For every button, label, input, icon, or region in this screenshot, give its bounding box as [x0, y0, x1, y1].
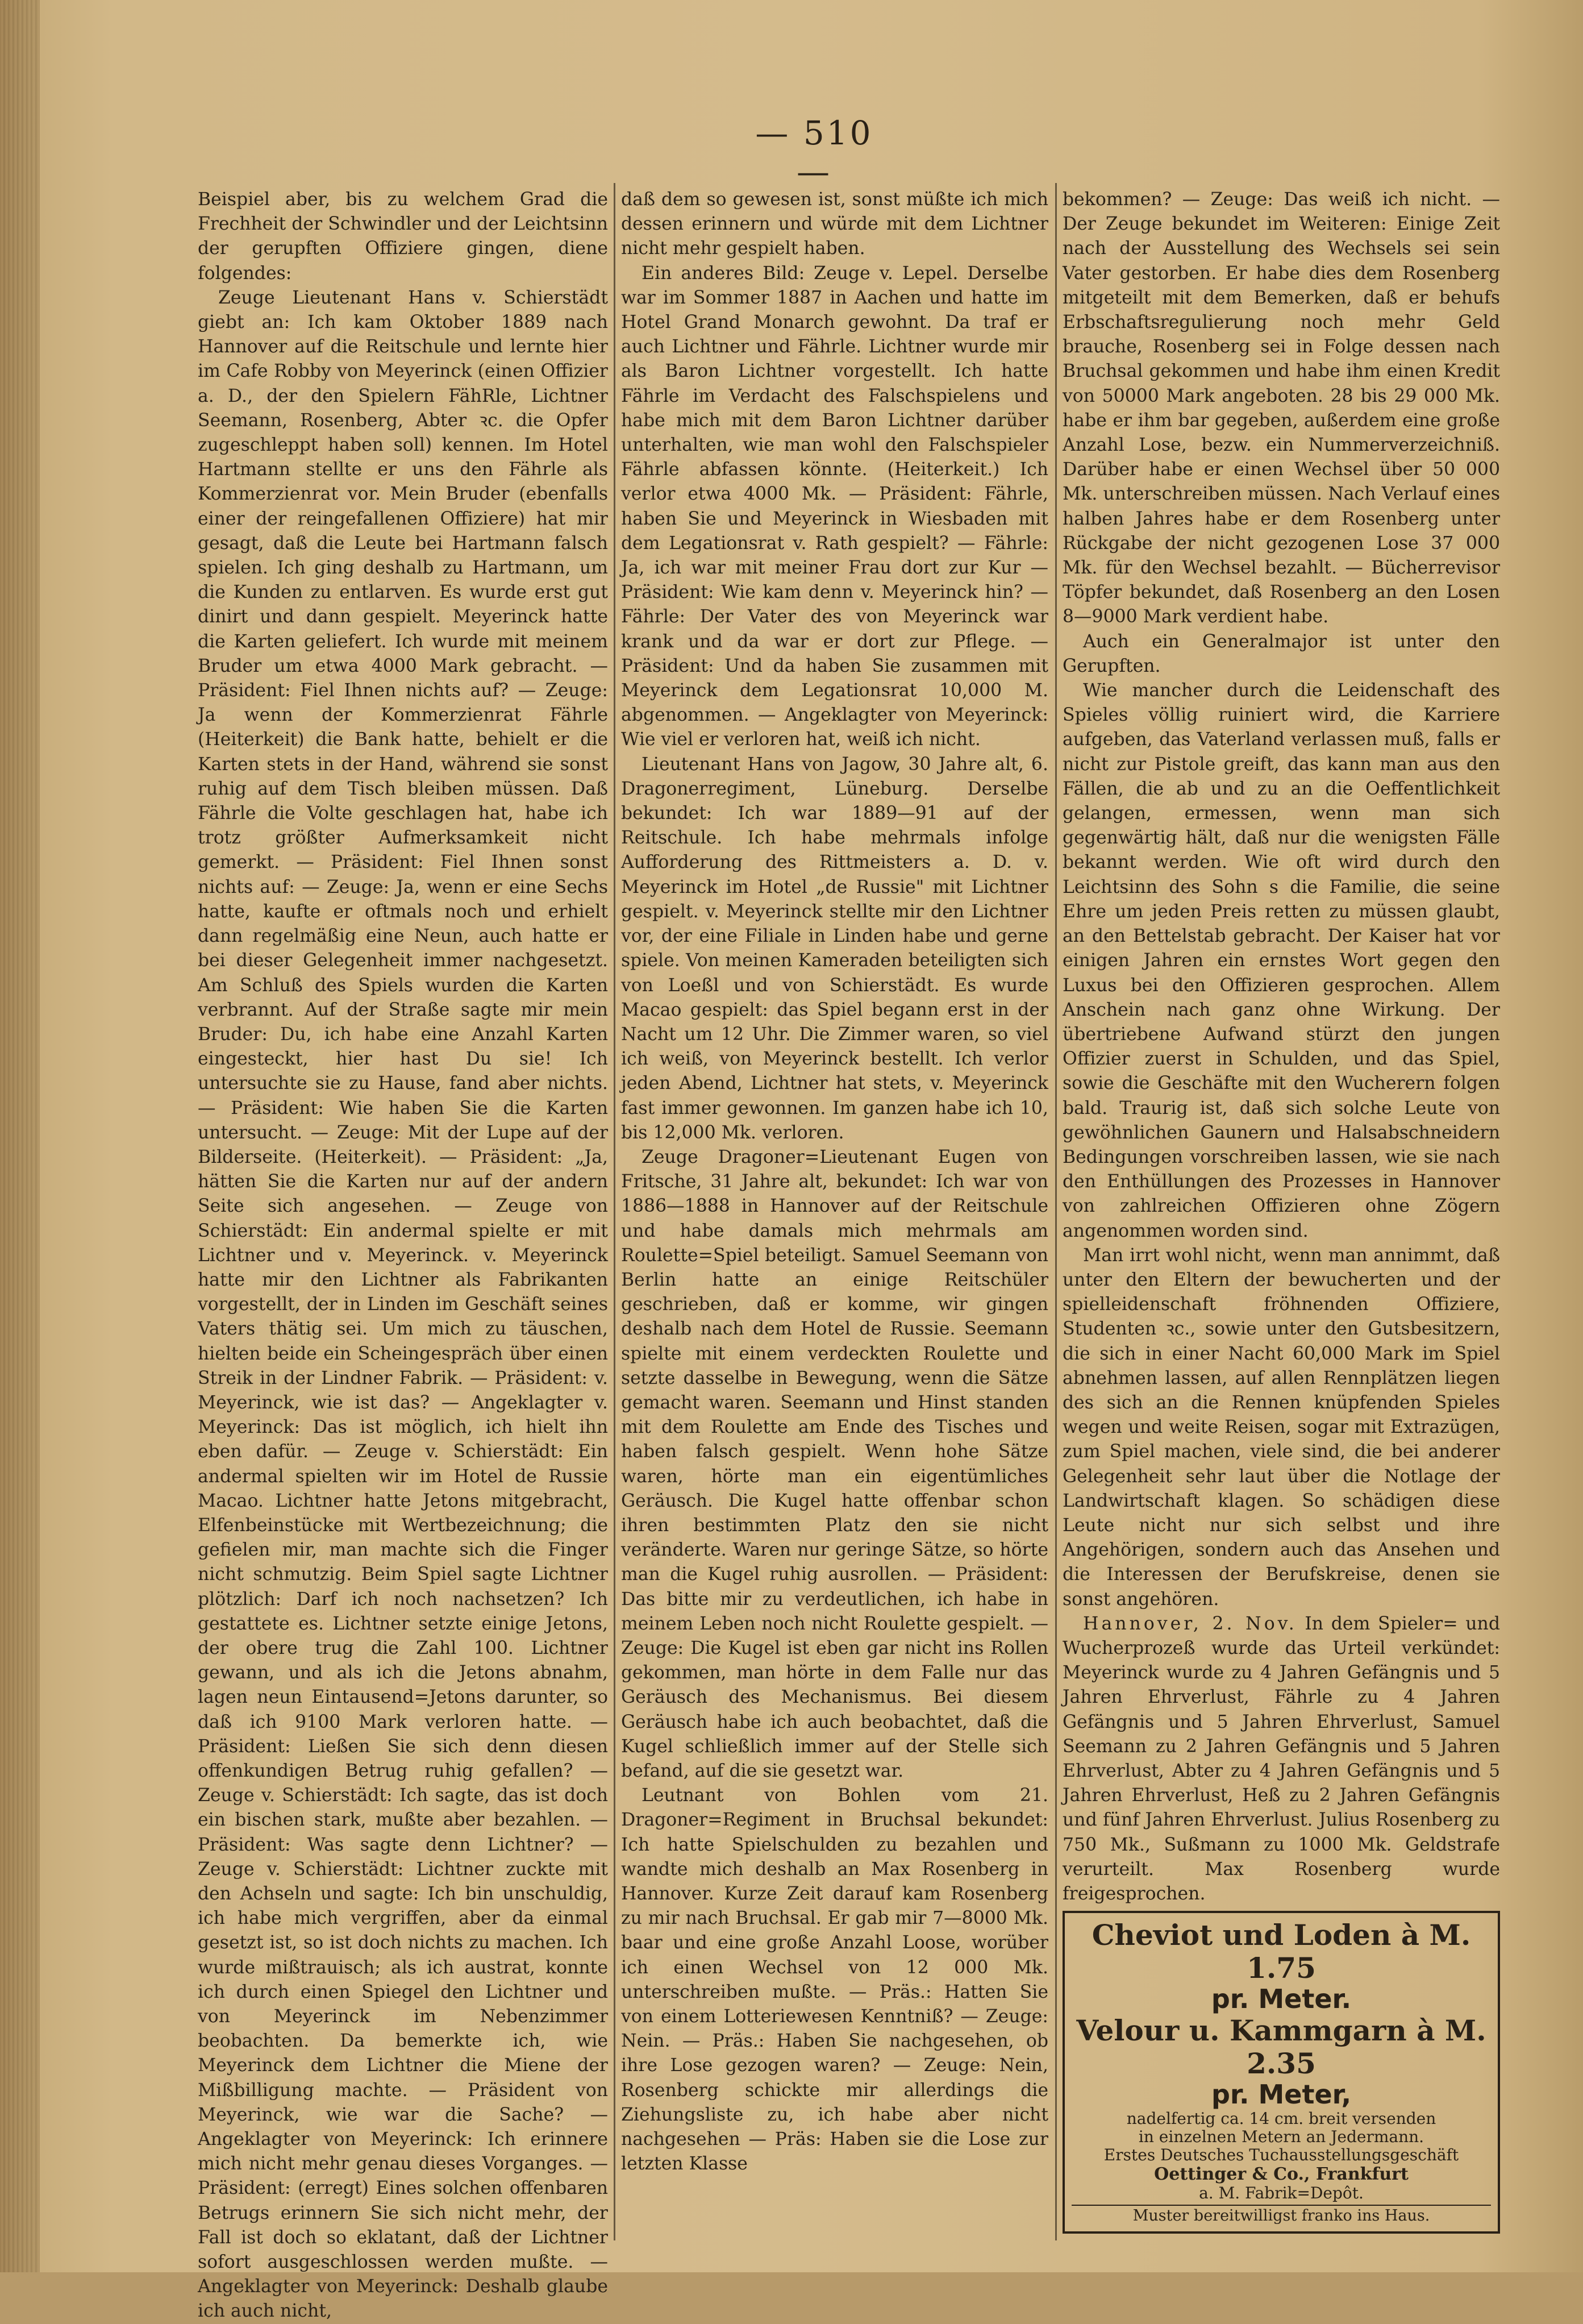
page-number: — 510 —: [755, 114, 873, 191]
paragraph: Beispiel aber, bis zu welchem Grad die Frechheit der Schwindler und der Leichtsinn der gerupften Offiziere gingen, diene folgendes:: [198, 189, 608, 284]
ad-line: nadelfertig ca. 14 cm. breit versenden: [1126, 2109, 1436, 2128]
article-column-1: [198, 188, 608, 2322]
paragraph: Zeuge Dragoner=Lieutenant Eugen von Fritsche, 31 Jahre alt, bekundet: Ich war von 1886—1888 in Hannover auf der Reitschule und habe damals mich mehrmals am Roulette=Spiel beteiligt. Samuel Seemann von Berlin hatte an einige Reitschüler geschrieben, daß er komme, wir gingen deshalb nach dem Hotel de Russie. Seemann spielte mit einem verdeckten Roulette und setzte dasselbe in Bewegung, wenn die Sätze gemacht waren. Seemann und Hinst standen mit dem Roulette am Ende des Tisches und haben falsch gespielt. Wenn hohe Sätze waren, hörte man ein eigentümliches Geräusch. Die Kugel hatte offenbar schon ihren bestimmten Platz den sie nicht veränderte. Waren nur geringe Sätze, so hörte man die Kugel ruhig ausrollen. — Präsident: Das bitte mir zu verdeutlichen, ich habe in meinem Leben noch nicht Roulette gespielt. — Zeuge: Die Kugel ist eben gar nicht ins Rollen gekommen, man hörte in dem Falle nur das Geräusch des Mechanismus. Bei diesem Geräusch habe ich auch beobachtet, daß die Kugel schließlich immer auf der Stelle sich befand, auf die sie gesetzt war.: [621, 1146, 1048, 1781]
news-item: [1063, 1612, 1500, 1906]
ad-line: Erstes Deutsches Tuchausstellungsgeschäft: [1103, 2146, 1459, 2165]
paragraph: Lieutenant Hans von Jagow, 30 Jahre alt, 6. Dragonerregiment, Lüneburg. Derselbe bekundet: Ich war 1889—91 auf der Reitschule. Ich habe mehrmals infolge Aufforderung des Rittmeisters a. D. v. Meyerinck im Hotel „de Russie" mit Lichtner gespielt. v. Meyerinck stellte mir den Lichtner vor, der eine Filiale in Linden habe und gerne spiele. Von meinen Kameraden beteiligten sich von Loeßl und von Schierstädt. Es wurde Macao gespielt: das Spiel begann erst in der Nacht um 12 Uhr. Die Zimmer waren, so viel ich weiß, von Meyerinck bestellt. Ich verlor jeden Abend, Lichtner hat stets, v. Meyerinck fast immer gewonnen. Im ganzen habe ich 10, bis 12,000 Mk. verloren.: [621, 754, 1048, 1143]
paragraph: Wie mancher durch die Leidenschaft des Spieles völlig ruiniert wird, die Karriere aufgeben, das Vaterland verlassen muß, falls er nicht zur Pistole greift, das kann man aus den Fällen, die ab und zu an die Oeffentlichkeit gelangen, ermessen, wenn man sich gegenwärtig hält, daß nur die wenigsten Fälle bekannt werden. Wie oft wird durch den Leichtsinn des Sohn s die Familie, die seine Ehre um jeden Preis retten zu müssen glaubt, an den Bettelstab gebracht. Der Kaiser hat vor einigen Jahren ein ernstes Wort gegen den Luxus bei den Offizieren gesprochen. Allem Anschein nach ganz ohne Wirkung. Der übertriebene Aufwand stürzt den jungen Offizier zuerst in Schulden, und das Spiel, sowie die Geschäfte mit den Wucherern folgen bald. Traurig ist, daß sich solche Leute von gewöhnlichen Gaunern und Halsabschneidern Bedingungen vorschreiben lassen, wie sie nach den Enthüllungen des Prozesses in Hannover von zahlreichen Offizieren ohne Zögern angenommen worden sind.: [1063, 680, 1500, 1241]
ad-line: Velour u. Kammgarn à M. 2.35: [1076, 2014, 1486, 2080]
column-divider: [614, 183, 615, 2240]
ad-firm-name: Oettinger & Co., Frankfurt: [1154, 2164, 1409, 2184]
news-text: In dem Spieler= und Wucherprozeß wurde das Urteil verkündet: Meyerinck wurde zu 4 Jahren Gefängnis und 5 Jahren Ehrverlust, Fährle zu 4 Jahren Gefängnis und 5 Jahren Ehrverlust, Samuel Seemann zu 2 Jahren Gefängnis und 5 Jahren Ehrverlust, Abter zu 4 Jahren Gefängnis und 5 Jahren Ehrverlust, Heß zu 2 Jahren Gefängnis und fünf Jahren Ehrverlust. Julius Rosenberg zu 750 Mk., Sußmann zu 1000 Mk. Geldstrafe verurteilt. Max Rosenberg wurde freigesprochen.: [1063, 1613, 1500, 1905]
ad-line: pr. Meter.: [1211, 1984, 1352, 2015]
column-divider: [1055, 183, 1057, 2240]
article-column-2: [621, 188, 1048, 2245]
paragraph: Man irrt wohl nicht, wenn man annimmt, daß unter den Eltern der bewucherten und der spielleidenschaft fröhnenden Offiziere, Studenten ꝛc., sowie unter den Gutsbesitzern, die sich in einer Nacht 60,000 Mark im Spiel abnehmen lassen, auf allen Rennplätzen liegen des sich an die Rennen knüpfenden Spieles wegen und weite Reisen, sogar mit Extrazügen, zum Spiel machen, viele sind, die bei anderer Gelegenheit sehr laut über die Notlage der Landwirtschaft klagen. So schädigen diese Leute nicht nur sich selbst und ihre Angehörigen, sondern auch das Ansehen und die Interessen der Berufskreise, denen sie sonst angehören.: [1063, 1245, 1500, 1610]
paragraph: daß dem so gewesen ist, sonst müßte ich mich dessen erinnern und würde mit dem Lichtner nicht mehr gespielt haben.: [621, 189, 1048, 259]
ad-line: in einzelnen Metern an Jedermann.: [1138, 2127, 1424, 2147]
article-column-3: [1063, 188, 1500, 2245]
paragraph: bekommen? — Zeuge: Das weiß ich nicht. — Der Zeuge bekundet im Weiteren: Einige Zeit nach der Ausstellung des Wechsels sei sein Vater gestorben. Er habe dies dem Rosenberg mitgeteilt mit dem Bemerken, daß er behufs Erbschaftsregulierung noch mehr Geld brauche, Rosenberg sei in Folge dessen nach Bruchsal gekommen und habe ihm einen Kredit von 50000 Mark angeboten. 28 bis 29 000 Mk. habe er ihm bar gegeben, außerdem eine große Anzahl Lose, bezw. ein Nummerverzeichniß. Darüber habe er einen Wechsel über 50 000 Mk. unterschreiben müssen. Nach Verlauf eines halben Jahres habe er dem Rosenberg unter Rückgabe der nicht gezogenen Lose 37 000 Mk. für den Wechsel bezahlt. — Bücherrevisor Töpfer bekundet, daß Rosenberg an den Losen 8—9000 Mark verdient habe.: [1063, 189, 1500, 627]
paragraph: Ein anderes Bild: Zeuge v. Lepel. Derselbe war im Sommer 1887 in Aachen und hatte im Hotel Grand Monarch gewohnt. Da traf er auch Lichtner und Fährle. Lichtner wurde mir als Baron Lichtner vorgestellt. Ich hatte Fährle im Verdacht des Falschspielens und habe mich mit dem Baron Lichtner darüber unterhalten, wie man wohl den Falschspieler Fährle abfassen könnte. (Heiterkeit.) Ich verlor etwa 4000 Mk. — Präsident: Fährle, haben Sie und Meyerinck in Wiesbaden mit dem Legationsrat v. Rath gespielt? — Fährle: Ja, ich war mit meiner Frau dort zur Kur — Präsident: Wie kam denn v. Meyerinck hin? — Fährle: Der Vater des von Meyerinck war krank und da war er dort zur Pflege. — Präsident: Und da haben Sie zusammen mit Meyerinck dem Legationsrat 10,000 M. abgenommen. — Angeklagter von Meyerinck: Wie viel er verloren hat, weiß ich nicht.: [621, 263, 1048, 750]
ad-line: a. M. Fabrik=Depôt.: [1199, 2184, 1364, 2203]
paragraph: Zeuge Lieutenant Hans v. Schierstädt giebt an: Ich kam Oktober 1889 nach Hannover auf die Reitschule und lernte hier im Cafe Robby von Meyerinck (einen Offizier a. D., der den Spielern FähRle, Lichtner Seemann, Rosenberg, Abter ꝛc. die Opfer zugeschleppt haben soll) kennen. Im Hotel Hartmann stellte er uns den Fährle als Kommerzienrat vor. Mein Bruder (ebenfalls einer der reingefallenen Offiziere) hat mir gesagt, daß die Leute bei Hartmann falsch spielen. Ich ging deshalb zu Hartmann, um die Kunden zu entlarven. Es wurde erst gut dinirt und dann gespielt. Meyerinck hatte die Karten geliefert. Ich wurde mit meinem Bruder um etwa 4000 Mark gebracht. — Präsident: Fiel Ihnen nichts auf? — Zeuge: Ja wenn der Kommerzienrat Fährle (Heiterkeit) die Bank hatte, behielt er die Karten stets in der Hand, während sie sonst ruhig auf dem Tisch bleiben müssen. Daß Fährle die Volte geschlagen hat, habe ich trotz größter Aufmerksamkeit nicht gemerkt. — Präsident: Fiel Ihnen sonst nichts auf: — Zeuge: Ja, wenn er eine Sechs hatte, kaufte er oftmals noch und erhielt dann regelmäßig eine Neun, auch hatte er bei dieser Gelegenheit immer nachgesetzt. Am Schluß des Spiels wurden die Karten verbrannt. Auf der Straße sagte mir mein Bruder: Du, ich habe eine Anzahl Karten eingesteckt, hier hast Du sie! Ich untersuchte sie zu Hause, fand aber nichts. — Präsident: Wie haben Sie die Karten untersucht. — Zeuge: Mit der Lupe auf der Bilderseite. (Heiterkeit). — Präsident: „Ja, hätten Sie die Karten nur auf der andern Seite sich angesehen. — Zeuge von Schierstädt: Ein andermal spielte er mit Lichtner und v. Meyerinck. v. Meyerinck hatte mir den Lichtner als Fabrikanten vorgestellt, der in Linden im Geschäft seines Vaters thätig sei. Um mich zu täuschen, hielten beide ein Scheingespräch über einen Streik in der Lindner Fabrik. — Präsident: v. Meyerinck, wie ist das? — Angeklagter v. Meyerinck: Das ist möglich, ich hielt ihn eben dafür. — Zeuge v. Schierstädt: Ein andermal spielten wir im Hotel de Russie Macao. Lichtner hatte Jetons mitgebracht, Elfenbeinstücke mit Wertbezeichnung; die gefielen mir, man machte sich die Finger nicht schmutzig. Beim Spiel sagte Lichtner plötzlich: Darf ich noch nachsetzen? Ich gestattete es. Lichtner setzte einige Jetons, der obere trug die Zahl 100. Lichtner gewann, und als ich die Jetons abnahm, lagen neun Eintausend=Jetons darunter, so daß ich 9100 Mark verloren hatte. — Präsident: Ließen Sie sich denn diesen offenkundigen Betrug ruhig gefallen? — Zeuge v. Schierstädt: Ich sagte, das ist doch ein bischen stark, mußte aber bezahlen. — Präsident: Was sagte denn Lichtner? — Zeuge v. Schierstädt: Lichtner zuckte mit den Achseln und sagte: Ich bin unschuldig, ich habe mich vergriffen, aber da einmal gesetzt ist, so ist doch nichts zu machen. Ich wurde mißtrauisch; als ich austrat, konnte ich durch einen Spiegel den Lichtner und von Meyerinck im Nebenzimmer beobachten. Da bemerkte ich, wie Meyerinck dem Lichtner die Miene der Mißbilligung machte. — Präsident von Meyerinck, wie war die Sache? — Angeklagter von Meyerinck: Ich erinnere mich nicht mehr genau dieses Vorganges. — Präsident: (erregt) Eines solchen offenbaren Betrugs erinnern Sie sich nicht mehr, der Fall ist doch so eklatant, daß der Lichtner sofort ausgeschlossen werden mußte. — Angeklagter von Meyerinck: Deshalb glaube ich auch nicht,: [198, 287, 608, 2322]
book-binding-edge: [0, 0, 40, 2272]
ad-footer: Muster bereitwilligst franko ins Haus.: [1072, 2205, 1491, 2225]
advertisement-box: [1063, 1911, 1500, 2234]
ad-line: Cheviot und Loden à M. 1.75: [1092, 1918, 1471, 1985]
paragraph: Leutnant von Bohlen vom 21. Dragoner=Regiment in Bruchsal bekundet: Ich hatte Spielschulden zu bezahlen und wandte mich deshalb an Max Rosenberg in Hannover. Kurze Zeit darauf kam Rosenberg zu mir nach Bruchsal. Er gab mir 7—8000 Mk. baar und eine große Anzahl Loose, worüber ich einen Wechsel von 12 000 Mk. unterschreiben mußte. — Präs.: Hatten Sie von einem Lotteriewesen Kenntniß? — Zeuge: Nein. — Präs.: Haben Sie nachgesehen, ob ihre Lose gezogen waren? — Zeuge: Nein, Rosenberg schickte mir allerdings die Ziehungsliste zu, ich habe aber nicht nachgesehen — Präs: Haben sie die Lose zur letzten Klasse: [621, 1785, 1048, 2175]
paragraph: Auch ein Generalmajor ist unter den Gerupften.: [1063, 631, 1500, 676]
ad-line: pr. Meter,: [1211, 2079, 1352, 2110]
dateline: Hannover, 2. Nov.: [1083, 1613, 1297, 1634]
